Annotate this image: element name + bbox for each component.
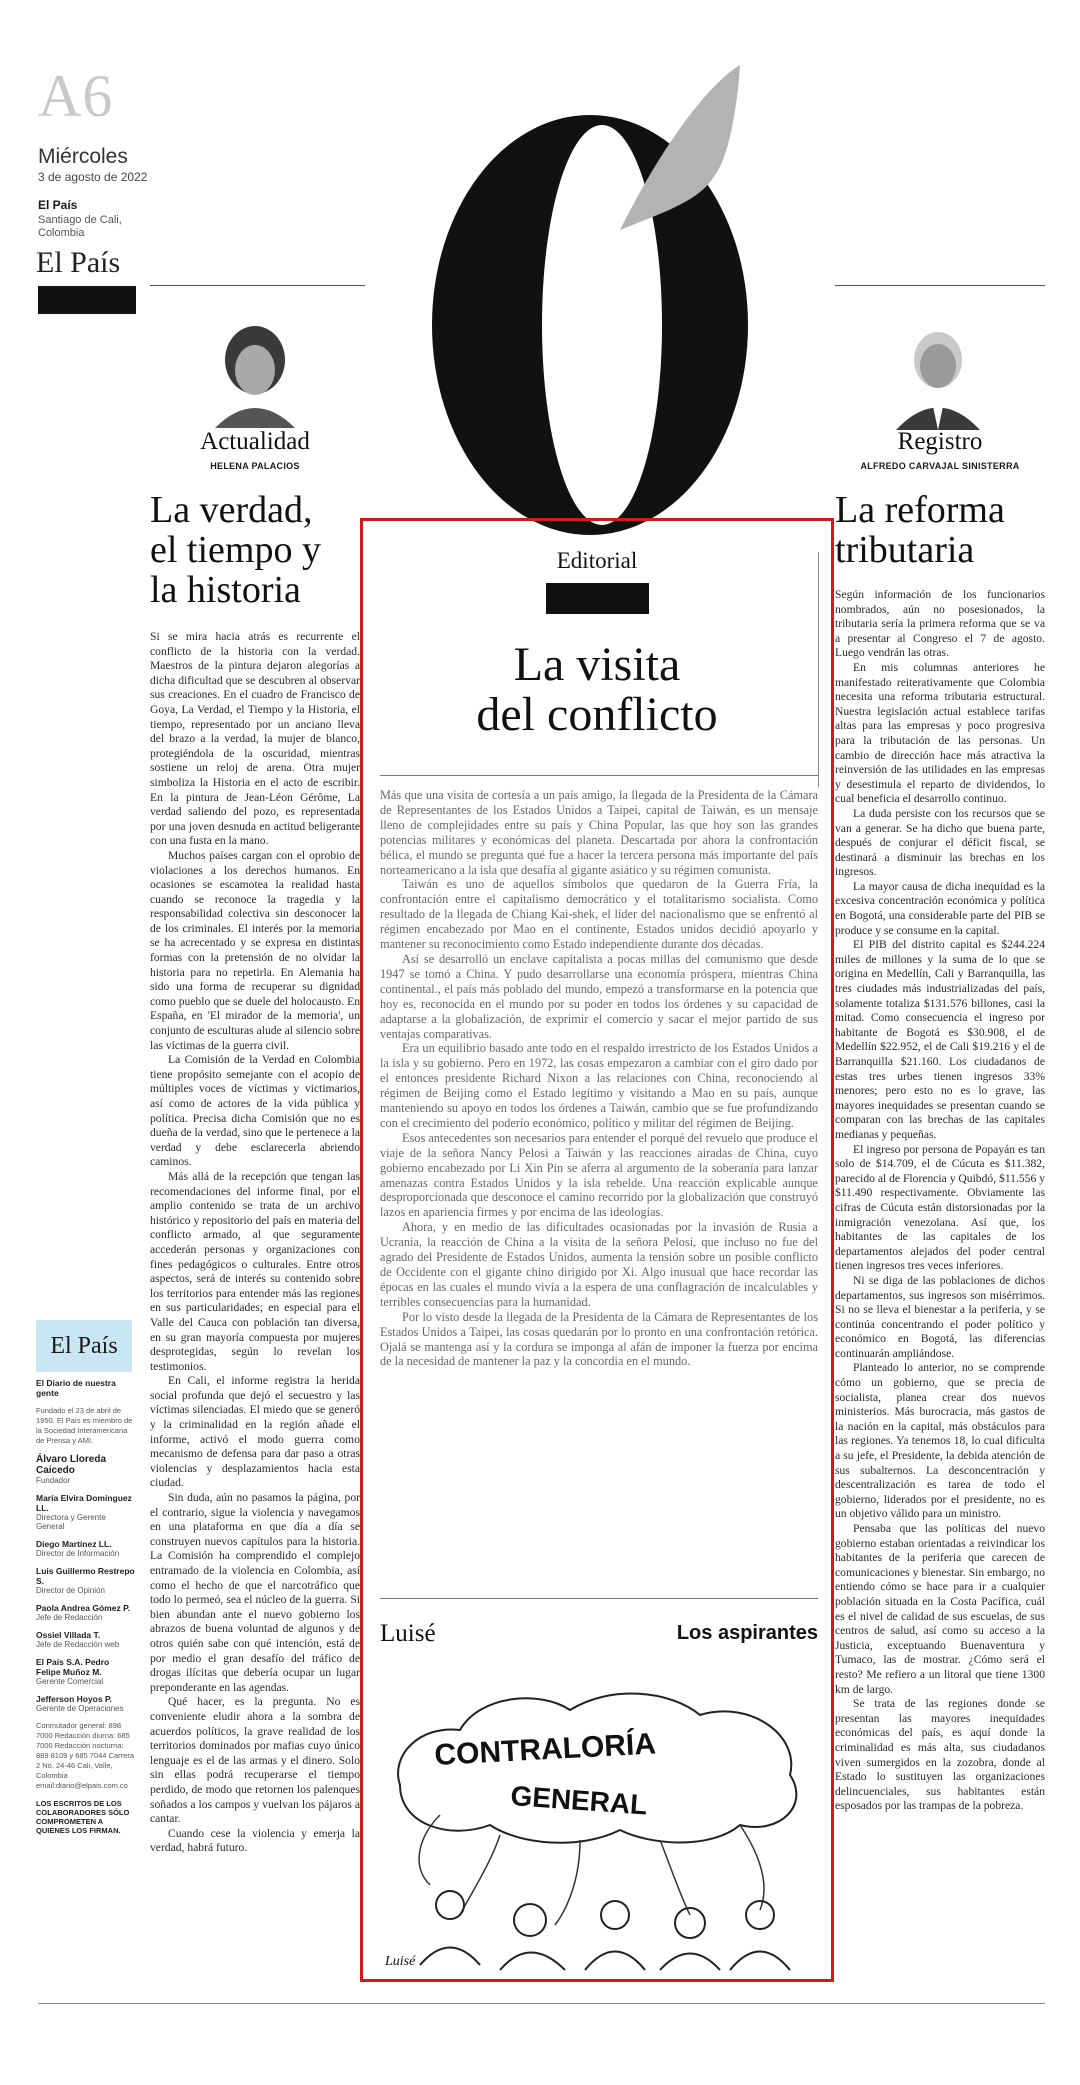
paragraph: La duda persiste con los recursos que se van a generar. Se ha dicho que buena parte, después de conjurar el déficit fiscal, se destinará a disminuir las brechas en los ingresos. [835,806,1045,879]
paragraph: Taiwán es uno de aquellos símbolos que quedaron de la Guerra Fría, la confrontación entre el capitalismo democrático y el totalitarismo socialista. Como resultado de la llegada de Chiang Kai-shek, el líder del nacionalismo que se enfrentó al régimen encabezado por Mao en el continente, Estados unidos decidió apoyarlo y mantener su reconocimiento como Estado independiente durante dos décadas. [380,877,818,952]
paragraph: Así se desarrolló un enclave capitalista a pocas millas del comunismo que desde 1947 se tomó a China. Y pudo desarrollarse una economía próspera, mientras China continental., el país más poblado del mundo, empezó a transformarse en la potencia que hoy es, reconocida en el mundo por su poder en todos los órdenes y su capacidad de adaptarse a la globalización, de exprimir el comercio y sacar el mejor partido de sus ventajas comparativas. [380,951,818,1041]
editorial-rule-bottom [380,1598,818,1599]
left-article-body [150,630,360,1980]
paragraph: Más allá de la recepción que tengan las recomendaciones del informe final, por el amplio contenido se trata de un archivo histórico y repositorio del país en materia del conflicto armado, al que seguramente accederán personas y organizaciones con fines pedagógicos o culturales. Entre otros aspectos, será de interés su contenido sobre los territorios para entender más las regiones en sus particularidades; en especial para el Valle del Cauca con población tan diversa, en su gran mayoría compuesta por mujeres desprotegidas, según lo revelan los testimonios. [150,1169,360,1373]
paragraph: Planteado lo anterior, no se comprende cómo un gobierno, que se precia de socialista, planea crear dos nuevos ministerios. Más burocracia, más gastos de la nación en la capital, más obstáculos para las regiones. Ya tenemos 18, lo cual dificulta a su jefe, el Presidente, la debida atención de sus subalternos. La desconcentración y descentralización es tarea de todo el gobierno, liderados por el presidente, no es un objetivo válido para un ministro. [835,1361,1045,1521]
editorial-rule-top [380,775,818,776]
staff-role: Director de Información [36,1549,120,1558]
staff-entry [36,1539,136,1558]
cartoon-title: Los aspirantes [676,1622,818,1644]
paragraph: El PIB del distrito capital es $244.224 miles de millones y la suma de lo que se origina en Medellín, Cali y Barranquilla, las tres ciudades más industrializadas del país, solamente totaliza $131.576 billones, casi la mitad. Como consecuencia el ingreso por habitante de Bogotá es $30.908, el de Medellín $22.952, el de Cali $19.216 y el de Barranquilla $21.160. Los ciudadanos de estas tres urbes tienen ingresos 33% menores; pero esto no es lo grave, las mayores inequidades se presentan cuando se comparan con las brechas de las capitales medianas y pequeñas. [835,938,1045,1141]
paragraph: Cuando cese la violencia y emerja la verdad, habrá futuro. [150,1826,360,1855]
staff-role: Fundador [36,1476,71,1485]
editorial-title [360,640,834,740]
paragraph: Según información de los funcionarios nombrados, aún no posesionados, la tributaria sería la primera reforma que se va a presentar al Congreso el 7 de agosto. Luego vendrán las otras. [835,588,1045,660]
left-headline [150,490,365,610]
section-actualidad: Actualidad [200,428,310,455]
staff-entry [36,1630,136,1649]
paragraph: Se trata de las regiones donde se presentan las mayores inequidades económicas del país, es aquí donde la criminalidad es más alta, sus ciudadanos viven sumergidos en la zozobra, donde al Estado lo sustituyen las organizaciones delincuenciales, sus habitantes están esposados por las trampas de la pobreza. [835,1697,1045,1813]
rule-right [835,285,1045,286]
cartoon-caption-line1: CONTRALORÍA [433,1727,657,1772]
page-bottom-rule [38,2003,1045,2004]
paragraph: Sin duda, aún no pasamos la página, por el contrario, sigue la violencia y navegamos en una plataforma en que día a día se construyen nuevos capítulos para la historia. La Comisión ha comprendido el complejo entramado de la violencia en Colombia, así como el hecho de que el narcotráfico que todo lo permeó, sea el núcleo de la guerra. Si bien abundan ante el nuevo gobierno los abrazos de buena voluntad de algunos y de otros quién sabe con qué intención, está de por medio el gran desafío del tráfico de drogas ilícitas que debería ocupar un lugar preponderante en las agendas. [150,1491,360,1694]
headline-line: la historia [150,569,301,611]
staff-entry [36,1657,136,1686]
right-headline [835,490,1050,570]
paragraph: Ni se diga de las poblaciones de dichos departamentos, sus ingresos son misérrimos. Si no se lleva el bienestar a la periferia, y se continúa concentrando el poder político y económico en Bogotá, las diferencias continuarán ampliándose. [835,1273,1045,1360]
title-line: La visita [513,638,681,691]
staff-box [36,1320,136,1835]
portrait-helena-palacios [205,318,305,428]
right-article-body [835,588,1045,1983]
newspaper-name: El País [38,198,78,212]
paragraph: Más que una visita de cortesía a un país amigo, la llegada de la Presidenta de la Cámara de Representantes de los Estados Unidos a Taipei, capital de Taiwán, es un mensaje lleno de complejidades entre su país y China Popular, las que hoy son las grandes potencias militares y económicas del planeta. Descartada por ahora la confrontación bélica, el mundo se pregunta qué fue a hacer la tercera persona más importante del país norteamericano a la isla que desafía al gigante asiático y su régimen comunista. [380,788,818,877]
staff-role: Gerente de Operaciones [36,1704,124,1713]
staff-name: María Elvira Domínguez LL. [36,1493,132,1513]
paragraph: La mayor causa de dicha inequidad es la excesiva concentración económica y política en Bogotá, una considerable parte del PIB se produce y se consume en la capital. [835,879,1045,937]
editorial-black-bar [546,583,649,614]
weekday: Miércoles [38,145,128,168]
paragraph: En Cali, el informe registra la herida social profunda que dejó el secuestro y las víctimas silenciadas. El miedo que se generó y la criminalidad en la región añade el informe, activó el modo guerra como mecanismo de defensa para dar paso a otras violencias y desplazamientos hacia esta ciudad. [150,1374,360,1490]
headline-line: tributaria [835,529,975,571]
staff-entry [36,1603,136,1622]
staff-name: El País S.A. Pedro Felipe Muñoz M. [36,1657,110,1677]
author-alfredo-carvajal: ALFREDO CARVAJAL SINISTERRA [860,461,1020,471]
staff-name: Paola Andrea Gómez P. [36,1603,131,1613]
staff-name: Diego Martínez LL. [36,1539,112,1549]
staff-entry [36,1454,136,1485]
editorial-label: Editorial [556,548,638,573]
staff-entry [36,1694,136,1713]
paragraph: La Comisión de la Verdad en Colombia tiene propósito semejante con el acopio de múltiples voces de víctimas y victimarios, así como de actores de la vida pública y política. Precisa dicha Comisión que no es dueña de la verdad, sino que le pertenece a la verdad y debe esclarecerla abriendo caminos. [150,1053,360,1169]
staff-name: Jefferson Hoyos P. [36,1694,112,1704]
paragraph: Ahora, y en medio de las dificultades ocasionadas por la invasión de Rusia a Ucrania, la reacción de China a la visita de la señora Pelosi, que incluso no fue del agrado del Presidente de Estados Unidos, aumenta la tensión sobre un posible conflicto de Occidente con el gigante chino dirigido por Xi. Algo inusual que hace recordar las épocas en las cuales el mundo vivía a la espera de una conflagración de incalculables y terribles consecuencias para la humanidad. [380,1220,818,1309]
masthead-black-bar [38,286,136,314]
page-number: A6 [38,63,114,129]
masthead-logo: El País [36,246,121,279]
sidebar-founding: Fundado el 23 de abril de 1950. El País es miembro de la Sociedad Interamericana de Prensa y AMI. [36,1406,133,1445]
cartoon-illustration [380,1665,818,1975]
headline-line: el tiempo y [150,529,321,571]
staff-role: Jefe de Redacción web [36,1640,120,1649]
staff-name: Ossiel Villada T. [36,1630,101,1640]
staff-role: Director de Opinión [36,1586,105,1595]
paragraph: Pensaba que las políticas del nuevo gobierno estaban orientadas a reivindicar los habitantes de la periferia que carecen de comunicaciones y bienestar. Sin embargo, no entiendo cómo se hace para ir a cualquier población situada en la Costa Pacífica, cuál es el nivel de calidad de sus escuelas, de sus centros de salud, así como su acceso a la Justicia, exceptuando Buenaventura y Tumaco, las de mostrar. ¿Cómo será el resto? Me refiero a un litoral que tiene 1300 km de largo. [835,1522,1045,1696]
staff-name: Luis Guillermo Restrepo S. [36,1566,135,1586]
headline-line: La verdad, [150,489,313,531]
paragraph: Si se mira hacia atrás es recurrente el conflicto de la historia con la verdad. Maestros de la pintura dejaron alegorías a dicha dificultad que se descubren al observar sus creaciones. En el cuadro de Francisco de Goya, La Verdad, el Tiempo y la Historia, el tiempo, representado por un anciano lleva del brazo a la verdad, la mujer de blanco, protegiéndola de la oscuridad, mientras sostiene un reloj de arena. Otra mujer simboliza la Historia en el acto de escribir. En la pintura de Jean-Léon Gérôme, La verdad saliendo del pozo, es representada por una joven desnuda en actitud beligerante con una fusta en la mano. [150,630,360,848]
title-line: del conflicto [476,688,718,741]
city: Santiago de Cali, Colombia [38,214,122,239]
paragraph: Era un equilibrio basado ante todo en el respaldo irrestricto de los Estados Unidos a la isla y su gobierno. Pero en 1972, las cosas empezaron a cambiar con el giro dado por el entonces presidente Richard Nixon a las relaciones con China, reconociendo al régimen de Beijing como el Estado legítimo y visitando a Mao en su país, aunque manteniendo su apoyo en todos los órdenes a Taiwán, cambio que se fue profundizando con el crecimiento del poderío económico, político y militar del régimen de Beijing. [380,1041,818,1130]
rule-left [150,285,365,286]
sidebar-logo: El País [36,1320,132,1372]
sidebar-disclaimer: LOS ESCRITOS DE LOS COLABORADORES SÓLO COMPROMETEN A QUIENES LOS FIRMAN. [36,1799,130,1835]
staff-role: Directora y Gerente General [36,1513,106,1531]
paragraph: Qué hacer, es la pregunta. No es conveniente eludir ahora a la sombra de acuerdos políticos, la grave realidad de los territorios dominados por mafias cuyo único lenguaje es el de las armas y el dinero. Solo sin ellas podrá recuperarse el tiempo perdido, de modo que retornen los palenques soñados a los campos y vuelvan los pájaros a cantar. [150,1695,360,1826]
sidebar-contact: Conmutador general: 898 7000 Redacción diurna: 685 7000 Redacción nocturna: 889 8109 y 685 7044 Carrera 2 No. 24-46 Cali, Valle, Colombia email:diario@elpais.com.co [36,1721,134,1790]
editorial-body [380,788,818,1598]
cartoonist-name: Luisé [380,1620,436,1647]
opinion-o-logo [380,60,800,560]
staff-role: Jefe de Redacción [36,1613,103,1622]
staff-entry [36,1566,136,1595]
section-registro: Registro [897,428,983,455]
paragraph: Muchos países cargan con el oprobio de violaciones a los derechos humanos. En ocasiones se escamotea la realidad hasta cuando se reconoce la tragedia y la responsabilidad colectiva sin desconocer la de los criminales. El interés por la memoria se ha acrecentado y se expresa en distintas formas con la pretensión de no olvidar la historia para no repetirla. En Alemania ha sido una forma de recuperar su dignidad como pueblo que se duele del holocausto. En España, en 'El mirador de la memoria', un conjunto de esculturas alude al silencio sobre las víctimas de la guerra civil. [150,848,360,1052]
staff-name: Álvaro Lloreda Caicedo [36,1454,107,1476]
staff-entry [36,1493,136,1531]
cartoon-caption-line2: GENERAL [509,1780,649,1821]
headline-line: La reforma [835,489,1005,531]
paragraph: Por lo visto desde la llegada de la Presidenta de la Cámara de Representantes de los Estados Unidos a Taipei, las cosas quedarán por lo pronto en una confrontación retórica. Ojalá se mantenga así y la cordura se imponga al afán de imponer la fuerza por encima de la necesidad de mantener la paz y la concordia en el mundo. [380,1309,818,1369]
cartoon-signature: Luisé [385,1954,416,1969]
portrait-alfredo-carvajal [888,320,988,430]
paragraph: En mis columnas anteriores he manifestado reiterativamente que Colombia necesita una reforma tributaria estructural. Nuestra legislación actual establece tarifas altas para las empresas y poco progresiva para la tributación de las personas. Un cambio de dirección hace más atractiva la reinversión de las utilidades en las empresas y desestimula el reparto de dividendos, lo cual beneficia el desarrollo continuo. [835,660,1045,806]
staff-role: Gerente Comercial [36,1677,104,1686]
paragraph: Esos antecedentes son necesarios para entender el porqué del revuelo que produce el viaje de la señora Nancy Pelosi a Taiwán y las reacciones airadas de China, cuyo gobierno encabezado por Li Xin Pin se aferra al argumento de la soberanía para lanzar amenazas contra Estados Unidos y la isla rebelde. Una reacción explicable aunque desproporcionada que desconoce el camino recorrido por la globalización que construyó lazos en apariencia firmes y por encima de las ideologías. [380,1130,818,1220]
paragraph: El ingreso por persona de Popayán es tan solo de $14.709, el de Cúcuta es $11.382, parecido al de Florencia y Quibdó, $11.556 y $11.490 respectivamente. Obviamente las cifras de Cúcuta están distorsionadas por la inmigración venezolana. Así que, los habitantes de las capitales de los departamentos alejados del poder central tienen ingresos tres veces inferiores. [835,1142,1045,1273]
sidebar-tagline: El Diario de nuestra gente [36,1378,116,1398]
author-helena-palacios: HELENA PALACIOS [210,461,300,471]
date: 3 de agosto de 2022 [38,170,148,184]
